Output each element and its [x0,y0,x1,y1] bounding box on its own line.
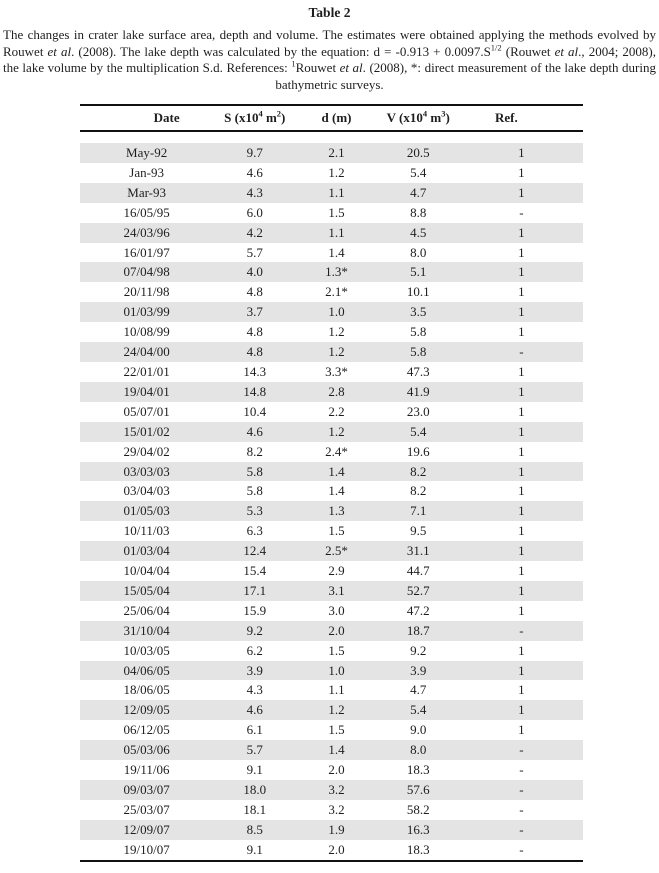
cell-depth: 2.0 [328,762,345,778]
cell-surface_area: 14.3 [243,363,267,379]
table-row [80,362,583,382]
table-row [80,223,583,243]
cell-ref: 1 [518,224,525,240]
cell-volume: 5.4 [410,702,427,718]
cell-depth: 3.2 [328,782,345,797]
text-run: Date [153,110,180,125]
cell-volume: 8.0 [410,244,427,260]
table-row [80,382,583,402]
cell-depth: 1.2 [328,344,345,360]
cell-surface_area: 10.4 [243,403,267,419]
col-header-date [80,105,213,131]
table-row [80,481,583,501]
cell-surface_area: 4.3 [246,682,263,698]
cell-surface_area: 6.0 [246,204,263,220]
data-table-wrap [80,104,583,862]
table-row [80,541,583,561]
cell-depth: 2.8 [328,383,345,399]
cell-volume: 57.6 [406,782,430,797]
table-row [80,561,583,581]
cell-depth: 2.4* [325,443,348,459]
cell-volume: 44.7 [406,563,430,579]
cell-ref: 1 [518,443,525,459]
cell-date: 24/04/00 [123,344,170,360]
cell-volume: 5.8 [410,324,427,340]
text-run: m [262,110,277,125]
cell-ref: - [519,801,524,817]
cell-date: 10/11/03 [123,523,170,539]
cell-volume: 7.1 [410,503,427,519]
table-row [80,720,583,740]
cell-depth: 1.5 [328,523,345,539]
cell-date: 05/03/06 [123,742,170,758]
cell-surface_area: 4.2 [246,224,263,240]
superscript: 4 [258,108,263,119]
table-row [80,740,583,760]
cell-date: May-92 [126,145,168,160]
col-header-depth [296,105,376,131]
cell-date: 01/03/99 [123,304,170,320]
table-row [80,422,583,442]
table-row [80,442,583,462]
cell-date: 01/03/04 [123,543,170,559]
cell-surface_area: 14.8 [243,383,267,399]
cell-volume: 18.7 [406,622,430,638]
cell-surface_area: 9.7 [246,145,263,160]
cell-date: 03/04/03 [123,483,170,499]
text-run: (Rouwet [501,43,555,59]
table-row [80,521,583,541]
text-run: Rouwet [295,60,340,75]
cell-date: 03/03/03 [123,463,170,479]
cell-surface_area: 5.7 [246,244,263,260]
cell-ref: - [519,821,524,837]
col-header-ref [460,105,583,131]
cell-volume: 3.9 [410,662,427,678]
cell-surface_area: 6.3 [246,523,263,539]
cell-depth: 1.2 [328,164,345,180]
table-row [80,621,583,641]
cell-date: 29/04/02 [123,443,170,459]
cell-volume: 47.3 [406,363,430,379]
table-row [80,322,583,342]
cell-date: 10/03/05 [123,642,170,658]
cell-volume: 4.7 [410,184,427,200]
cell-ref: 1 [518,284,525,300]
cell-surface_area: 9.1 [246,762,263,778]
cell-surface_area: 18.1 [243,801,267,817]
cell-depth: 1.4 [328,483,345,499]
cell-surface_area: 4.6 [246,164,263,180]
cell-depth: 2.2 [328,403,345,419]
cell-volume: 8.0 [410,742,427,758]
superscript: 2 [276,108,282,119]
cell-volume: 20.5 [406,145,430,160]
table-row [80,183,583,203]
table-row [80,601,583,621]
cell-volume: 41.9 [406,383,430,399]
cell-date: Jan-93 [129,164,164,180]
table-row [80,163,583,183]
table-row [80,700,583,720]
table-row [80,760,583,780]
cell-depth: 1.4 [328,244,345,260]
cell-depth: 1.5 [328,642,345,658]
table-header-row [80,105,583,131]
table-spacer [80,131,583,143]
cell-depth: 1.5 [328,204,345,220]
cell-surface_area: 6.2 [246,642,263,658]
cell-volume: 5.4 [410,164,427,180]
cell-date: 16/05/95 [123,204,170,220]
cell-volume: 4.5 [410,224,427,240]
cell-volume: 19.6 [406,443,430,459]
text-run: S (x10 [224,110,259,125]
cell-volume: 8.2 [410,463,427,479]
cell-ref: 1 [518,383,525,399]
cell-depth: 2.1* [325,284,348,300]
cell-date: 31/10/04 [123,622,170,638]
cell-ref: 1 [518,324,525,340]
cell-volume: 3.5 [410,304,427,320]
cell-depth: 1.1 [328,224,345,240]
col-header-surface [213,105,296,131]
table-row [80,661,583,681]
table-row [80,501,583,521]
cell-date: 09/03/07 [123,782,170,797]
italic-text: et al [554,43,579,59]
cell-depth: 1.2 [328,423,345,439]
cell-ref: 1 [518,244,525,260]
cell-ref: 1 [518,602,525,618]
table-row [80,641,583,661]
cell-depth: 1.2 [328,324,345,340]
cell-volume: 58.2 [406,801,430,817]
cell-depth: 1.4 [328,742,345,758]
table-row [80,262,583,282]
cell-surface_area: 9.2 [246,622,263,638]
cell-surface_area: 15.4 [243,563,267,579]
table-row [80,680,583,700]
cell-surface_area: 4.0 [246,264,263,280]
cell-date: 06/12/05 [123,722,170,738]
cell-depth: 2.9 [328,563,345,579]
table-row [80,243,583,263]
cell-ref: - [519,344,524,360]
cell-volume: 9.2 [410,642,427,658]
table-row [80,840,583,861]
cell-ref: 1 [518,523,525,539]
cell-volume: 5.8 [410,344,427,360]
table-row [80,800,583,820]
text-run: ) [281,110,286,125]
cell-ref: 1 [518,264,525,280]
cell-depth: 1.9 [328,821,345,837]
table-head [80,105,583,131]
cell-date: 19/10/07 [123,841,170,857]
table-row [80,581,583,601]
cell-date: 19/11/06 [123,762,170,778]
cell-date: 15/01/02 [123,423,170,439]
cell-ref: 1 [518,543,525,559]
cell-date: 01/05/03 [123,503,170,519]
data-table [80,104,583,862]
cell-ref: - [519,742,524,758]
text-run: Ref. [494,110,518,125]
cell-date: 20/11/98 [123,284,170,300]
cell-ref: 1 [518,503,525,519]
cell-ref: 1 [518,463,525,479]
cell-surface_area: 17.1 [243,582,267,598]
cell-depth: 3.0 [328,602,345,618]
cell-date: 12/09/05 [123,702,170,718]
cell-surface_area: 4.3 [246,184,263,200]
cell-volume: 52.7 [406,582,430,598]
col-header-volume [377,105,460,131]
text-run: ) [445,110,450,125]
cell-date: 24/03/96 [123,224,170,240]
cell-volume: 4.7 [410,682,427,698]
text-run: The changes in crater lake surface area, depth and volume. The estimates were obtained applying the methods evolved by Rouwet [3,27,656,59]
cell-date: 10/04/04 [123,563,170,579]
cell-ref: 1 [518,423,525,439]
cell-ref: 1 [518,662,525,678]
cell-surface_area: 8.2 [246,443,263,459]
table-row [80,780,583,800]
cell-surface_area: 4.8 [246,324,263,340]
cell-volume: 47.2 [406,602,430,618]
cell-depth: 1.4 [328,463,345,479]
cell-surface_area: 18.0 [243,782,267,797]
table-row [80,820,583,840]
superscript: 1 [291,58,296,69]
cell-volume: 18.3 [406,841,430,857]
spacer-cell [80,131,583,143]
table-body [80,143,583,861]
cell-ref: 1 [518,682,525,698]
table-row [80,203,583,223]
cell-surface_area: 5.3 [246,503,263,519]
cell-depth: 1.5 [328,722,345,738]
cell-ref: 1 [518,702,525,718]
cell-depth: 1.3* [325,264,348,280]
cell-depth: 3.1 [328,582,345,598]
cell-ref: - [519,782,524,797]
cell-volume: 9.0 [410,722,427,738]
cell-surface_area: 4.6 [246,423,263,439]
cell-depth: 1.0 [328,662,345,678]
cell-date: 10/08/99 [123,324,170,340]
cell-surface_area: 4.8 [246,344,263,360]
cell-ref: 1 [518,145,525,160]
table-row [80,282,583,302]
cell-ref: 1 [518,722,525,738]
cell-ref: 1 [518,563,525,579]
table-caption [0,27,659,93]
table-row [80,462,583,482]
cell-date: 07/04/98 [123,264,170,280]
cell-volume: 5.4 [410,423,427,439]
cell-depth: 3.2 [328,801,345,817]
cell-date: Mar-93 [127,184,166,200]
cell-depth: 1.0 [328,304,345,320]
cell-depth: 1.2 [328,702,345,718]
cell-depth: 1.1 [328,682,345,698]
cell-surface_area: 5.8 [246,483,263,499]
cell-surface_area: 9.1 [246,841,263,857]
cell-volume: 8.2 [410,483,427,499]
cell-ref: 1 [518,403,525,419]
cell-surface_area: 15.9 [243,602,267,618]
cell-surface_area: 5.7 [246,742,263,758]
cell-surface_area: 6.1 [246,722,263,738]
cell-ref: 1 [518,184,525,200]
cell-surface_area: 5.8 [246,463,263,479]
text-run: ., 2004; 2008), the lake volume by the multiplication S.d. References: [3,43,656,75]
cell-volume: 8.8 [410,204,427,220]
cell-volume: 10.1 [406,284,430,300]
cell-ref: 1 [518,642,525,658]
cell-date: 22/01/01 [123,363,170,379]
table-row [80,143,583,163]
cell-depth: 2.5* [325,543,348,559]
cell-ref: - [519,622,524,638]
superscript: 3 [441,108,446,119]
cell-volume: 18.3 [406,762,430,778]
cell-surface_area: 4.6 [246,702,263,718]
italic-text: et al [339,60,363,75]
table-row [80,302,583,322]
cell-date: 18/06/05 [123,682,170,698]
cell-ref: - [519,841,524,857]
cell-volume: 31.1 [406,543,430,559]
cell-surface_area: 3.7 [246,304,263,320]
cell-date: 19/04/01 [123,383,170,399]
cell-ref: - [519,762,524,778]
cell-depth: 2.0 [328,841,345,857]
superscript: 4 [422,108,428,119]
cell-surface_area: 8.5 [246,821,263,837]
text-run: m [427,110,442,125]
cell-ref: - [519,204,524,220]
cell-date: 25/03/07 [123,801,170,817]
spacer-row [80,131,583,143]
table-row [80,402,583,422]
cell-date: 04/06/05 [123,662,170,678]
cell-date: 05/07/01 [123,403,170,419]
cell-depth: 1.1 [328,184,345,200]
table-row [80,342,583,362]
cell-volume: 23.0 [406,403,430,419]
cell-ref: 1 [518,164,525,180]
cell-date: 25/06/04 [123,602,170,618]
cell-volume: 16.3 [406,821,430,837]
cell-volume: 9.5 [410,523,427,539]
superscript: 1/2 [490,42,502,53]
cell-ref: 1 [518,483,525,499]
cell-depth: 3.3* [325,363,348,379]
cell-depth: 2.1 [328,145,345,160]
cell-surface_area: 4.8 [246,284,263,300]
table-title: Table 2 [308,5,351,20]
cell-ref: 1 [518,363,525,379]
cell-date: 16/01/97 [123,244,170,260]
cell-depth: 2.0 [328,622,345,638]
text-run: V (x10 [386,110,423,125]
cell-volume: 5.1 [410,264,427,280]
text-run: . (2008). The lake depth was calculated by the equation: d = -0.913 + 0.0097.S [71,43,491,59]
text-run: d (m) [321,110,352,125]
cell-surface_area: 3.9 [246,662,263,678]
text-run: . (2008), *: direct measurement of the lake depth during bathymetric surveys. [275,60,656,92]
cell-date: 12/09/07 [123,821,170,837]
italic-text: et al [47,43,72,59]
cell-ref: 1 [518,304,525,320]
cell-date: 15/05/04 [123,582,170,598]
cell-surface_area: 12.4 [243,543,267,559]
cell-ref: 1 [518,582,525,598]
cell-depth: 1.3 [328,503,345,519]
